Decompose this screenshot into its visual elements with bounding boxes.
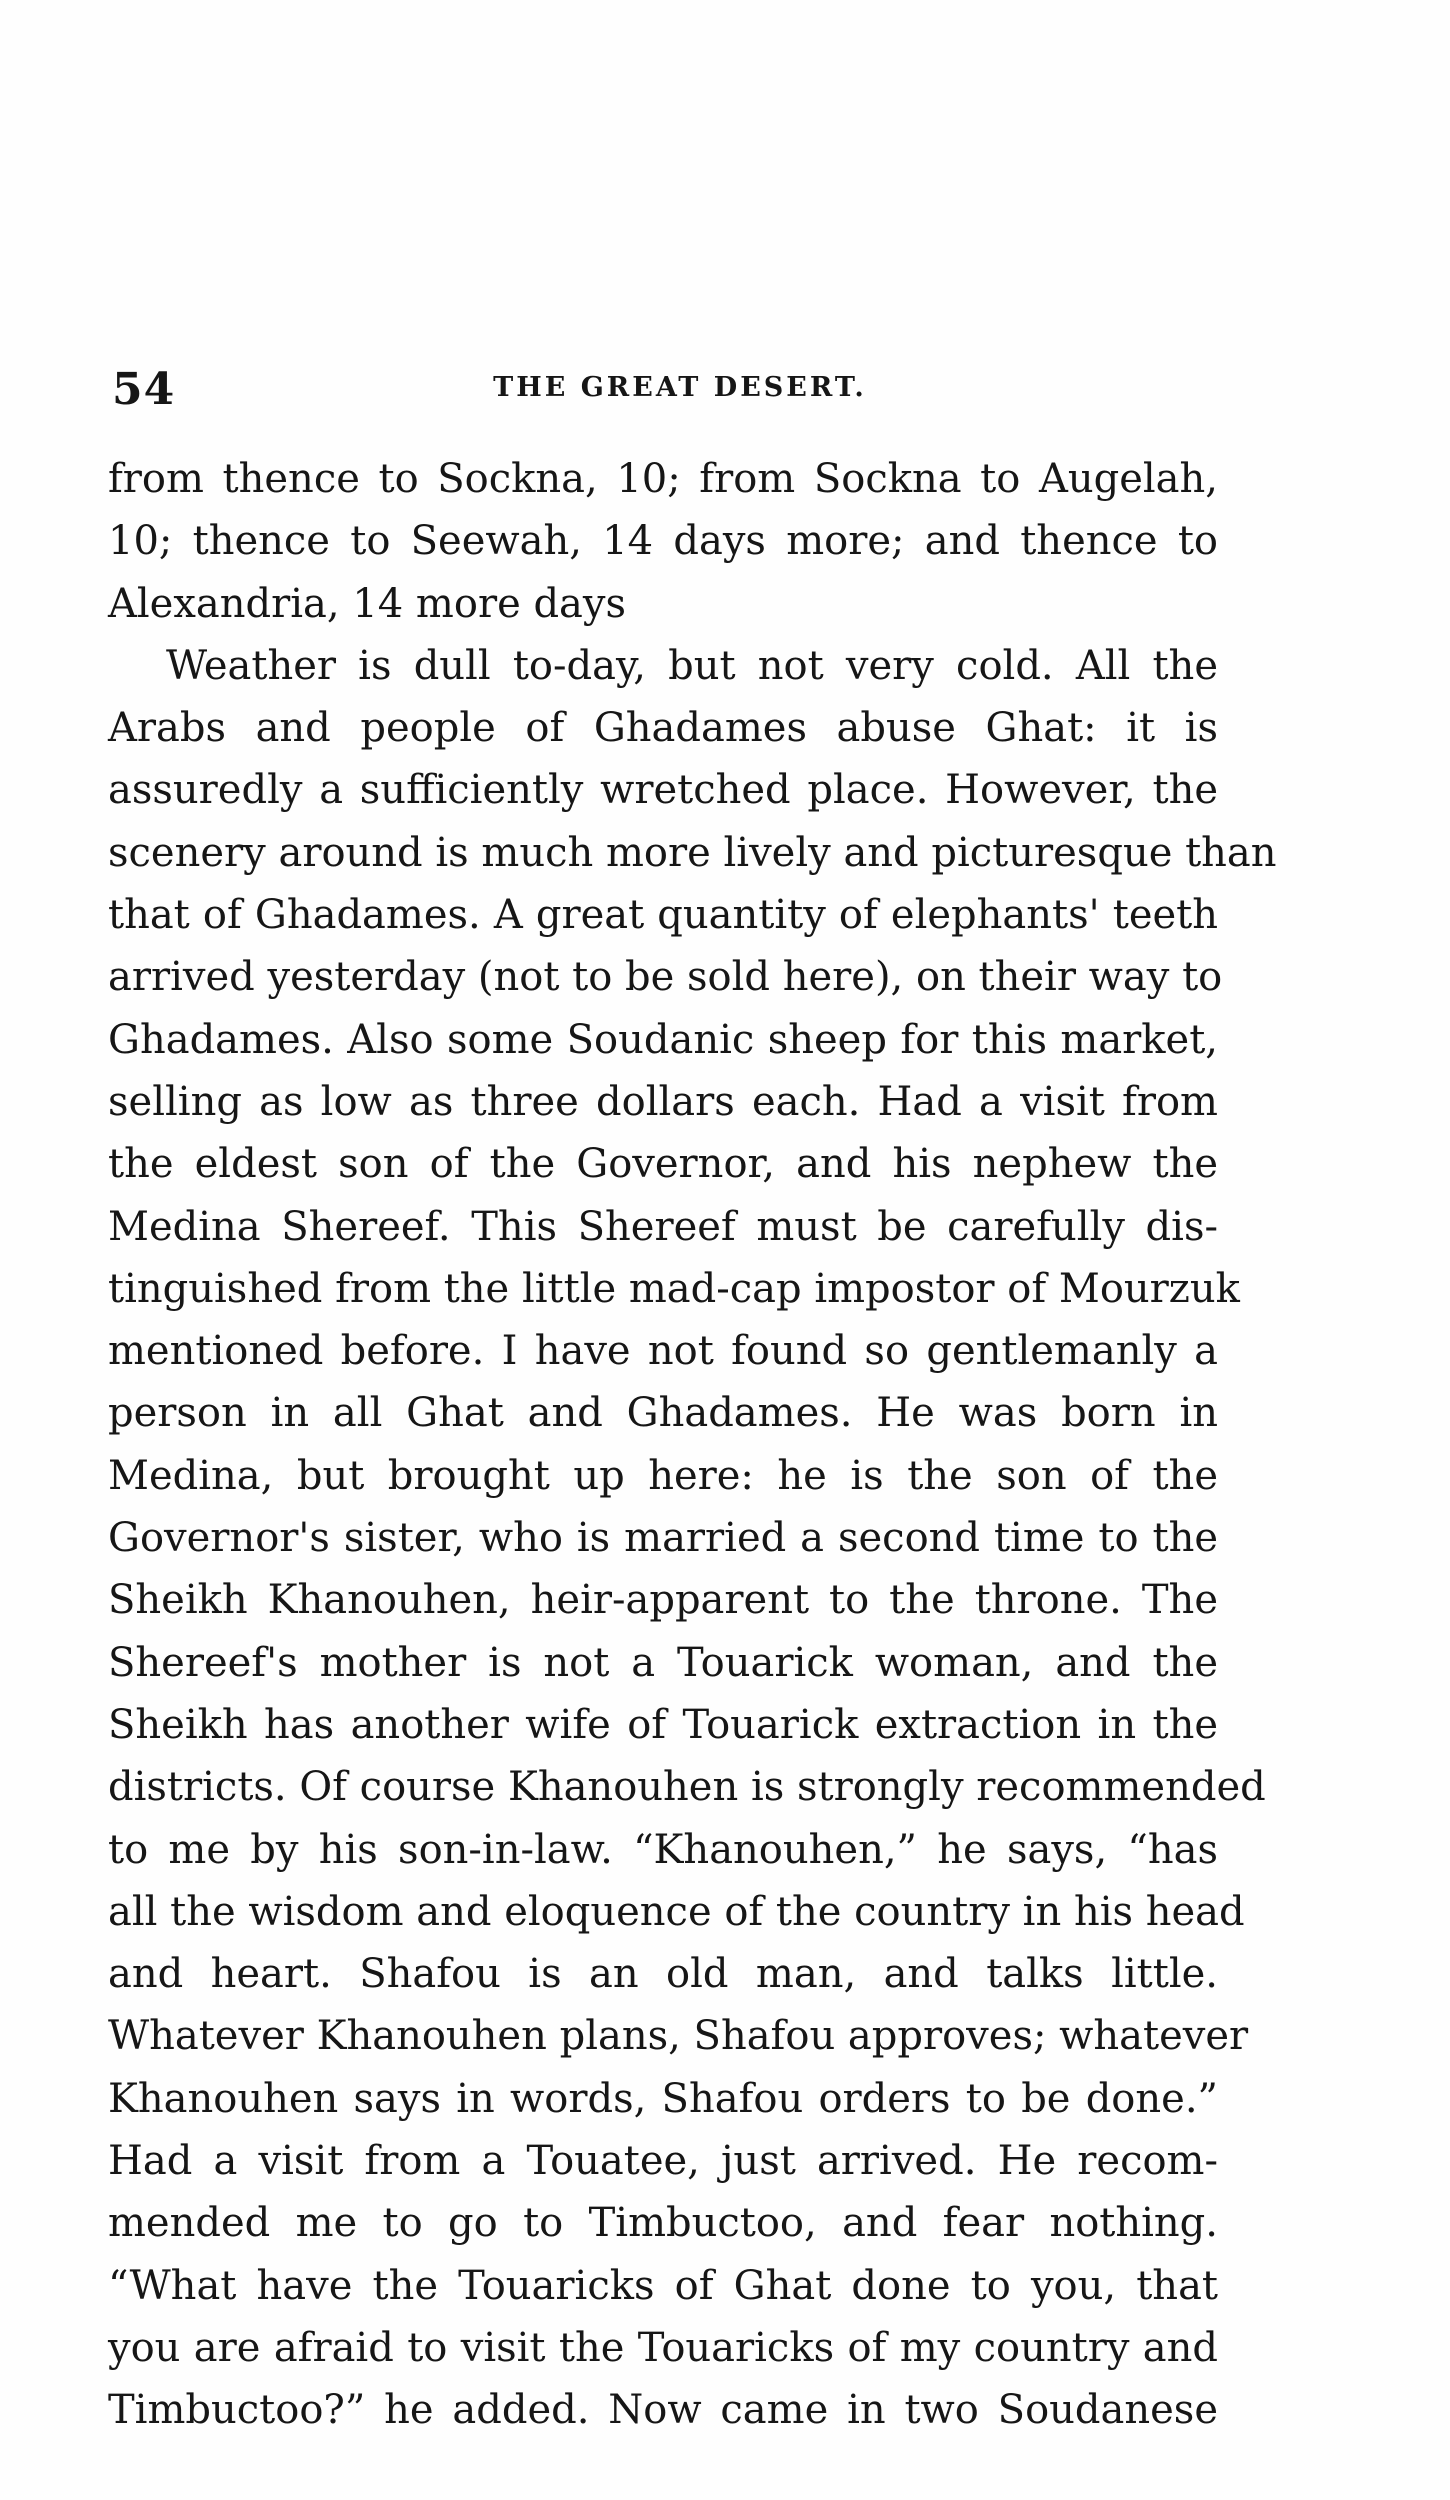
text-line: person in all Ghat and Ghadames. He was born in bbox=[108, 1390, 1218, 1437]
text-line: selling as low as three dollars each. Had a visit from bbox=[108, 1078, 1218, 1125]
text-line: assuredly a sufficiently wretched place. However, the bbox=[108, 767, 1218, 814]
text-line: and heart. Shafou is an old man, and talks little. bbox=[108, 1951, 1218, 1998]
text-line: Shereef's mother is not a Touarick woman, and the bbox=[108, 1639, 1218, 1686]
text-line: 10; thence to Seewah, 14 days more; and thence to bbox=[108, 518, 1218, 565]
text-line: the eldest son of the Governor, and his nephew the bbox=[108, 1141, 1218, 1188]
text-line: you are afraid to visit the Touaricks of my country and bbox=[108, 2324, 1218, 2371]
text-line: Medina Shereef. This Shereef must be carefully dis- bbox=[108, 1203, 1218, 1250]
running-title: THE GREAT DESERT. bbox=[493, 372, 867, 403]
text-line: Arabs and people of Ghadames abuse Ghat: it is bbox=[108, 705, 1218, 752]
text-line: that of Ghadames. A great quantity of elephants' teeth bbox=[108, 892, 1218, 939]
text-line: Alexandria, 14 more days bbox=[108, 580, 627, 627]
text-line: Had a visit from a Touatee, just arrived. He recom- bbox=[108, 2138, 1218, 2185]
text-line: from thence to Sockna, 10; from Sockna to Augelah, bbox=[108, 456, 1218, 502]
page-number: 54 bbox=[112, 364, 176, 415]
text-line: mentioned before. I have not found so gentlemanly a bbox=[108, 1328, 1218, 1375]
body-text bbox=[108, 448, 1277, 2442]
text-line: Whatever Khanouhen plans, Shafou approves; whatever bbox=[108, 2013, 1249, 2060]
text-line: Timbuctoo?” he added. Now came in two Soudanese bbox=[108, 2387, 1218, 2434]
page-header bbox=[100, 358, 1230, 428]
text-line: Sheikh has another wife of Touarick extraction in the bbox=[108, 1701, 1218, 1748]
text-line: Governor's sister, who is married a second time to the bbox=[108, 1515, 1218, 1562]
text-line: all the wisdom and eloquence of the country in his head bbox=[108, 1888, 1245, 1935]
text-line: to me by his son-in-law. “Khanouhen,” he says, “has bbox=[108, 1826, 1218, 1873]
text-line: tinguished from the little mad-cap impostor of Mourzuk bbox=[108, 1265, 1240, 1312]
text-line: districts. Of course Khanouhen is strongly recommended bbox=[108, 1764, 1266, 1811]
text-line: arrived yesterday (not to be sold here), on their way to bbox=[108, 954, 1223, 1001]
paragraph-first-line: Weather is dull to-day, but not very cold. All the bbox=[166, 642, 1218, 689]
text-line: mended me to go to Timbuctoo, and fear nothing. bbox=[108, 2200, 1218, 2247]
text-line: Sheikh Khanouhen, heir-apparent to the throne. The bbox=[108, 1577, 1218, 1624]
text-line: Ghadames. Also some Soudanic sheep for this market, bbox=[108, 1016, 1218, 1063]
text-line: Khanouhen says in words, Shafou orders to be done.” bbox=[108, 2075, 1218, 2122]
text-line: Medina, but brought up here: he is the son of the bbox=[108, 1452, 1218, 1499]
text-line: “What have the Touaricks of Ghat done to you, that bbox=[108, 2262, 1218, 2309]
text-line: scenery around is much more lively and picturesque than bbox=[108, 829, 1277, 876]
